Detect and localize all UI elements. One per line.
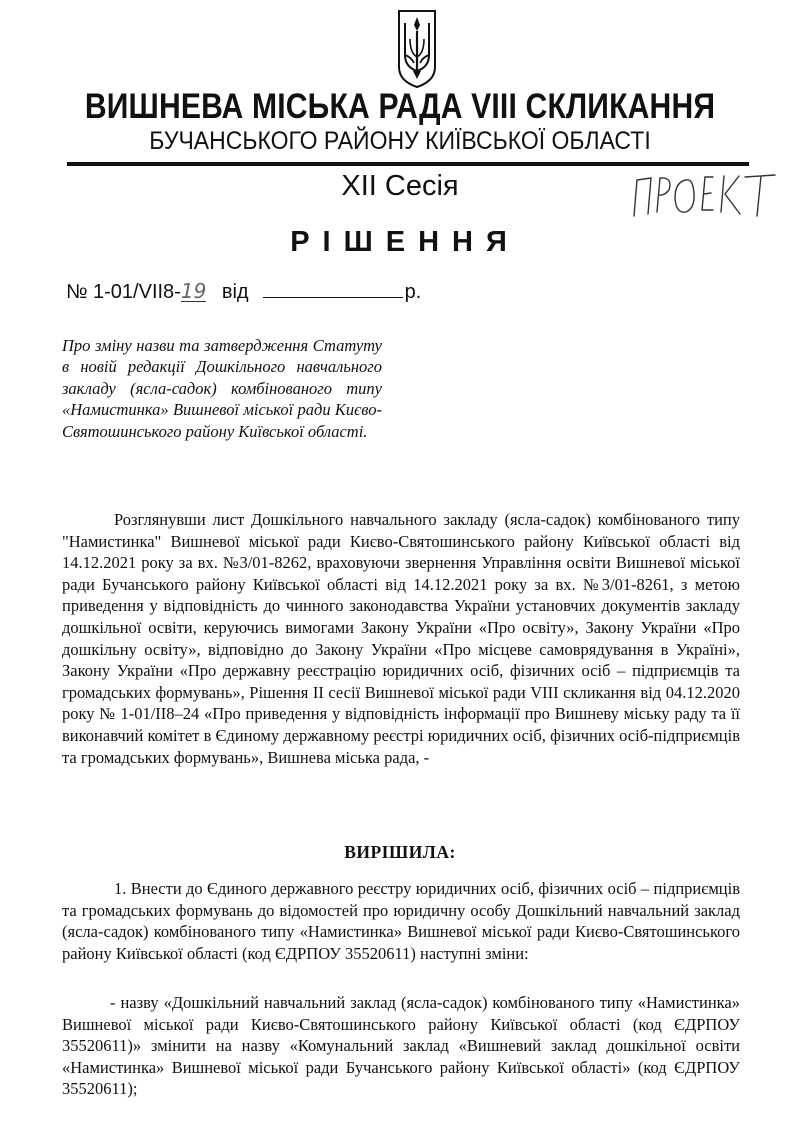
council-region: БУЧАНСЬКОГО РАЙОНУ КИЇВСЬКОЇ ОБЛАСТІ (149, 127, 651, 155)
year-suffix: р. (404, 281, 422, 303)
decision-subject: Про зміну назви та затвердження Статуту в новій редакції Дошкільного навчального закладу (ясла-садок) комбінованого типу «Намистинка» Вишневої міської ради Києво-Святошинського району Київської області. (62, 336, 382, 441)
trident-icon (396, 9, 438, 89)
resolved-heading: ВИРІШИЛА: (344, 842, 456, 862)
decision-number: № 1-01/VІІ8- (66, 281, 181, 303)
decision-number-line (66, 279, 421, 304)
handwritten-number: 19 (180, 279, 207, 303)
item-1-subitem: - назву «Дошкільний навчальний заклад (ясла-садок) комбінованого типу «Намистинка» Вишневої міської ради Києво-Святошинського району Київської області (код ЄДРПОУ 35520611)» змінити на назву «Комунальний заклад «Вишневий заклад дошкільної освіти «Намистинка» Вишневої міської ради Бучанського району Київської області» (код ЄДРПОУ 35520611); (62, 993, 740, 1099)
draft-handwritten-mark (631, 168, 779, 222)
session-title: XII Сесія (341, 170, 459, 202)
preamble-paragraph: Розглянувши лист Дошкільного навчального закладу (ясла-садок) комбінованого типу "Намистинка" Вишневої міської ради Києво-Святошинського району Київської області від 14.12.2021 року за вх. №3/01-8262, враховуючи звернення Управління освіти Вишневої міської ради Бучанського району Київської області від 14.12.2021 року за вх. №3/01-8261, з метою приведення у відповідність до чинного законодавства України установчих документів закладу дошкільної освіти, керуючись вимогами Закону України «Про освіту», Закону України «Про дошкільну освіту», відповідно до Закону України «Про місцеве самоврядування в Україні», Закону України «Про державну реєстрацію юридичних осіб, фізичних осіб – підприємців та громадських формувань», Рішення ІІ сесії Вишневої міської ради VIII скликання від 04.12.2020 року № 1-01/ІІ8–24 «Про приведення у відповідність інформації про Вишневу міську раду та її виконавчий комітет в Єдиному державному реєстрі юридичних осіб, фізичних осіб-підприємців та громадських формувань», Вишнева міська рада, - (62, 510, 740, 767)
item-1-paragraph: 1. Внести до Єдиного державного реєстру юридичних осіб, фізичних осіб – підприємців та громадських формувань до відомостей про юридичну особу Дошкільний навчальний заклад (ясла-садок) комбінованого типу «Намистинка» Вишневої міської ради Києво-Святошинського району Київської області (код ЄДРПОУ 35520611) наступні зміни: (62, 879, 740, 963)
council-name: ВИШНЕВА МІСЬКА РАДА VIII СКЛИКАННЯ (84, 87, 716, 126)
date-blank (263, 279, 403, 298)
header-divider (67, 162, 749, 166)
date-label: від (221, 281, 249, 303)
decision-heading: РІШЕННЯ (290, 226, 520, 258)
